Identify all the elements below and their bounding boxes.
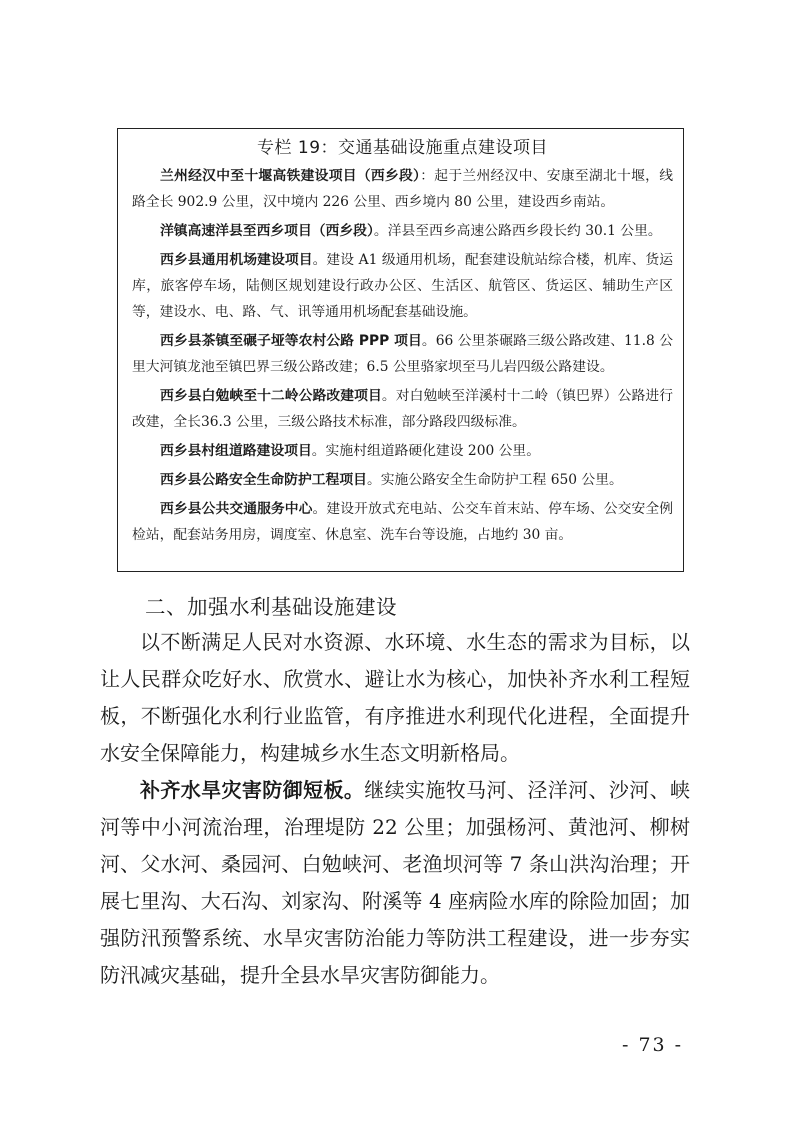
project-item [132, 218, 673, 244]
project-lead: 兰州经汉中至十堰高铁建设项目（西乡段） [160, 168, 421, 184]
project-item [132, 467, 673, 493]
project-lead: 西乡县通用机场建设项目 [160, 252, 313, 268]
project-text: 。66 公里茶碾路三级公路改建、11.8 公里大河镇龙池至镇巴界三级公路改建；6.5 公里骆家坝至马儿岩四级公路建设。 [132, 333, 673, 375]
project-item [132, 328, 673, 380]
paragraph-lead: 补齐水旱灾害防御短板。 [140, 778, 365, 802]
project-text: 。洋县至西乡高速公路西乡段长约 30.1 公里。 [373, 223, 662, 239]
project-text: 。实施公路安全生命防护工程 650 公里。 [366, 472, 623, 488]
project-text: ：起于兰州经汉中、安康至湖北十堰，线路全长 902.9 公里，汉中境内 226 公里、西乡境内 80 公里，建设西乡南站。 [132, 168, 674, 210]
project-lead: 西乡县公共交通服务中心 [160, 501, 313, 517]
paragraph-text: 继续实施牧马河、泾洋河、沙河、峡河等中小河流治理，治理堤防 22 公里；加强杨河、黄池河、柳树河、父水河、桑园河、白勉峡河、老渔坝河等 7 条山洪沟治理；开展七里沟、大石沟、刘家沟、附溪等 4 座病险水库的除险加固；加强防汛预警系统、水旱灾害防治能力等防洪工程建设，进一步夯实防汛减灾基础，提升全县水旱灾害防御能力。 [100, 778, 691, 987]
project-text: 。实施村组道路硬化建设 200 公里。 [311, 443, 541, 459]
project-lead: 西乡县公路安全生命防护工程项目 [160, 472, 367, 488]
project-item [132, 383, 673, 435]
project-lead: 洋镇高速洋县至西乡项目（西乡段） [160, 223, 374, 239]
project-lead: 西乡县白勉峡至十二岭公路改建项目 [160, 388, 382, 404]
project-text: 。对白勉峡至洋溪村十二岭（镇巴界）公路进行改建，全长36.3 公里，三级公路技术标准，部分路段四级标准。 [132, 388, 674, 430]
project-item [132, 247, 673, 325]
project-item [132, 163, 673, 215]
project-lead: 西乡县茶镇至碾子垭等农村公路 PPP 项目 [160, 333, 422, 349]
project-item [132, 496, 673, 548]
box-title: 专栏 19：交通基础设施重点建设项目 [256, 138, 549, 158]
project-lead: 西乡县村组道路建设项目 [160, 443, 312, 459]
section-paragraph-1: 以不断满足人民对水资源、水环境、水生态的需求为目标，以让人民群众吃好水、欣赏水、避让水为核心，加快补齐水利工程短板，不断强化水利行业监管，有序推进水利现代化进程，全面提升水安全保障能力，构建城乡水生态文明新格局。 [100, 630, 690, 765]
project-text: 。建设 A1 级通用机场，配套建设航站综合楼，机库、货运库，旅客停车场，陆侧区规划建设行政办公区、生活区、航管区、货运区、辅助生产区等，建设水、电、路、气、讯等通用机场配套基础设施。 [132, 252, 674, 320]
project-item [132, 438, 673, 464]
project-box [117, 128, 684, 572]
section-heading: 二、加强水利基础设施建设 [145, 595, 397, 619]
section-paragraph-2 [100, 772, 690, 994]
project-text: 。建设开放式充电站、公交车首末站、停车场、公交安全例检站，配套站务用房，调度室、休息室、洗车台等设施，占地约 30 亩。 [132, 501, 674, 543]
page-number: - 73 - [622, 1034, 684, 1056]
